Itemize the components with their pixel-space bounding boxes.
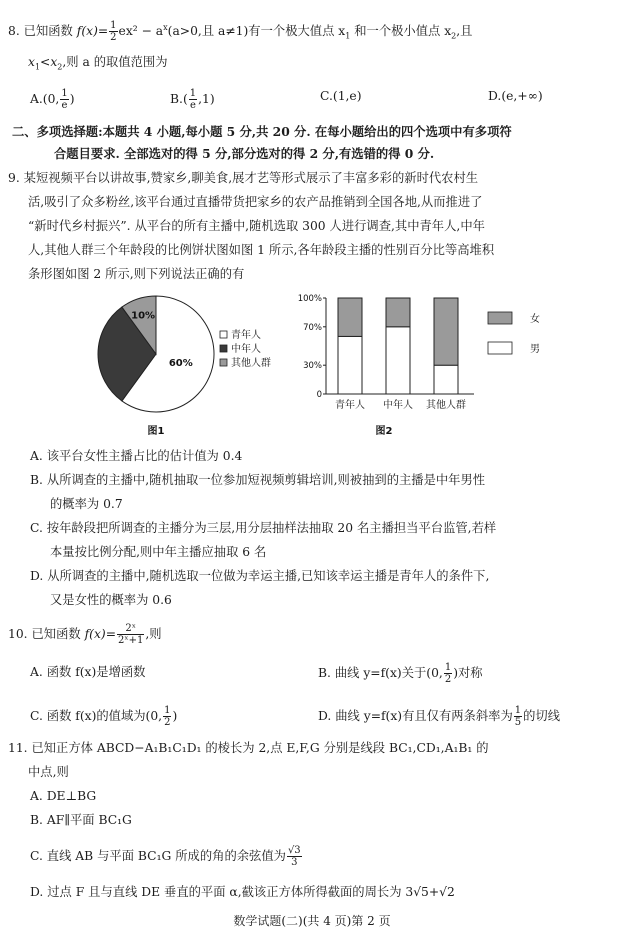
- q9-stem-line1: 9. 某短视频平台以讲故事,赞家乡,聊美食,展才艺等形式展示了丰富多彩的新时代农村生: [8, 171, 479, 185]
- q11-option-c: C. 直线 AB 与平面 BC₁G 所成的角的余弦值为 $\frac{√3}{3}$: [30, 845, 301, 868]
- bar-女-0: [338, 298, 362, 336]
- bar-男-2: [434, 365, 458, 394]
- q8-stem-line2: $x_1<x_2$,则 a 的取值范围为: [28, 55, 168, 72]
- pie-legend-swatch-2: [220, 359, 227, 366]
- q10-option-d: D. 曲线 y=f(x)有且仅有两条斜率为 $\frac{1}{5}$ 的切线: [318, 705, 561, 728]
- figure2-stacked-bar-chart: [292, 290, 572, 446]
- q8-option-a: A.(0, $\frac{1}{e}$ ): [30, 88, 75, 111]
- q11-stem-line2: 中点,则: [28, 765, 69, 779]
- pie-legend-swatch-0: [220, 331, 227, 338]
- section2-heading-line1: 二、多项选择题:本题共 4 小题,每小题 5 分,共 20 分. 在每小题给出的四个选项中有多项符: [12, 124, 512, 139]
- section2-heading-line2: 合题目要求. 全部选对的得 5 分,部分选对的得 2 分,有选错的得 0 分.: [54, 146, 435, 161]
- q9-option-b-line1: B. 从所调查的主播中,随机抽取一位参加短视频剪辑培训,则被抽到的主播是中年男性: [30, 473, 486, 487]
- pie-data-label-2: 10%: [131, 310, 156, 322]
- bar-legend-label-男: 男: [530, 344, 540, 355]
- bar-legend-label-女: 女: [530, 314, 540, 325]
- bar-y-tick-label-2: 70%: [303, 322, 322, 333]
- bar-女-2: [434, 298, 458, 365]
- pie-data-label-0: 60%: [168, 358, 193, 370]
- bar-legend-swatch-男: [488, 342, 512, 354]
- bar-category-label-0: 青年人: [335, 400, 365, 411]
- q9-stem-line5: 条形图如图 2 所示,则下列说法正确的有: [28, 267, 245, 281]
- q10-option-a: A. 函数 f(x)是增函数: [30, 665, 146, 679]
- q10-stem: 10. 已知函数 f(x)= $\frac{\text{2ˣ}}{\text{2ˣ+1}}$ ,则: [8, 623, 162, 646]
- q9-option-c-line2: 本量按比例分配,则中年主播应抽取 6 名: [50, 545, 267, 559]
- bar-category-label-1: 中年人: [383, 400, 413, 411]
- bar-y-tick-label-1: 30%: [303, 361, 322, 372]
- bar-y-tick-label-3: 100%: [297, 294, 322, 304]
- pie-chart-svg: [92, 292, 312, 442]
- bar-男-1: [386, 327, 410, 394]
- figure1-pie-chart: [92, 292, 312, 446]
- q11-option-a: A. DE⊥BG: [30, 789, 97, 803]
- q10-option-b: B. 曲线 y=f(x)关于(0, $\frac{1}{2}$ )对称: [318, 662, 483, 685]
- q9-option-a: A. 该平台女性主播占比的估计值为 0.4: [30, 449, 243, 463]
- bar-y-tick-label-0: 0: [316, 390, 322, 400]
- figure1-caption: 图1: [147, 426, 165, 437]
- stacked-bar-svg: [292, 290, 572, 442]
- q11-option-b: B. AF∥平面 BC₁G: [30, 813, 132, 827]
- q9-option-c-line1: C. 按年龄段把所调查的主播分为三层,用分层抽样法抽取 20 名主播担当平台监管,若样: [30, 521, 497, 535]
- q8-option-b: B.( $\frac{1}{e}$ ,1): [170, 88, 215, 111]
- q8-option-d: D.(e,+∞): [488, 89, 543, 103]
- q10-option-c: C. 函数 f(x)的值域为(0, $\frac{1}{2}$ ): [30, 705, 178, 728]
- figure2-caption: 图2: [375, 426, 393, 437]
- pie-legend-label-0: 青年人: [231, 330, 261, 341]
- pie-legend-swatch-1: [220, 345, 227, 352]
- q11-option-d: D. 过点 F 且与直线 DE 垂直的平面 α,截该正方体所得截面的周长为 3√5+√2: [30, 885, 455, 899]
- q11-stem-line1: 11. 已知正方体 ABCD−A₁B₁C₁D₁ 的棱长为 2,点 E,F,G 分别是线段 BC₁,CD₁,A₁B₁ 的: [8, 741, 489, 755]
- q10-function-fraction: $\frac{\text{2ˣ}}{\text{2ˣ+1}}$: [118, 623, 144, 646]
- pie-legend-label-2: 其他人群: [231, 358, 271, 369]
- bar-男-0: [338, 336, 362, 394]
- pie-legend-label-1: 中年人: [231, 344, 261, 355]
- q9-option-b-line2: 的概率为 0.7: [50, 497, 123, 511]
- q9-stem-line2: 活,吸引了众多粉丝,该平台通过直播带货把家乡的农产品推销到全国各地,从而推进了: [28, 195, 483, 209]
- bar-女-1: [386, 298, 410, 327]
- q9-stem-line4: 人,其他人群三个年龄段的比例饼状图如图 1 所示,各年龄段主播的性别百分比等高堆积: [28, 243, 495, 257]
- q8-half-fraction: $\frac{1}{2}$: [110, 20, 117, 44]
- bar-legend-swatch-女: [488, 312, 512, 324]
- q9-option-d-line1: D. 从所调查的主播中,随机选取一位做为幸运主播,已知该幸运主播是青年人的条件下,: [30, 569, 490, 583]
- q9-option-d-line2: 又是女性的概率为 0.6: [50, 593, 172, 607]
- bar-category-label-2: 其他人群: [426, 400, 466, 411]
- q9-stem-line3: “新时代乡村振兴”. 从平台的所有主播中,随机选取 300 人进行调查,其中青年人,中年: [28, 219, 485, 233]
- q8-stem-line1: 8. 已知函数 f(x)= $\frac{1}{2}$ $ex^2 - a^x(a>0$,且 a≠1)有一个极大值点 $x_1$ 和一个极小值点 $x_2$,且: [8, 20, 473, 44]
- page-footer: 数学试题(二)(共 4 页)第 2 页: [233, 914, 391, 928]
- q8-option-c: C.(1,e): [320, 89, 362, 103]
